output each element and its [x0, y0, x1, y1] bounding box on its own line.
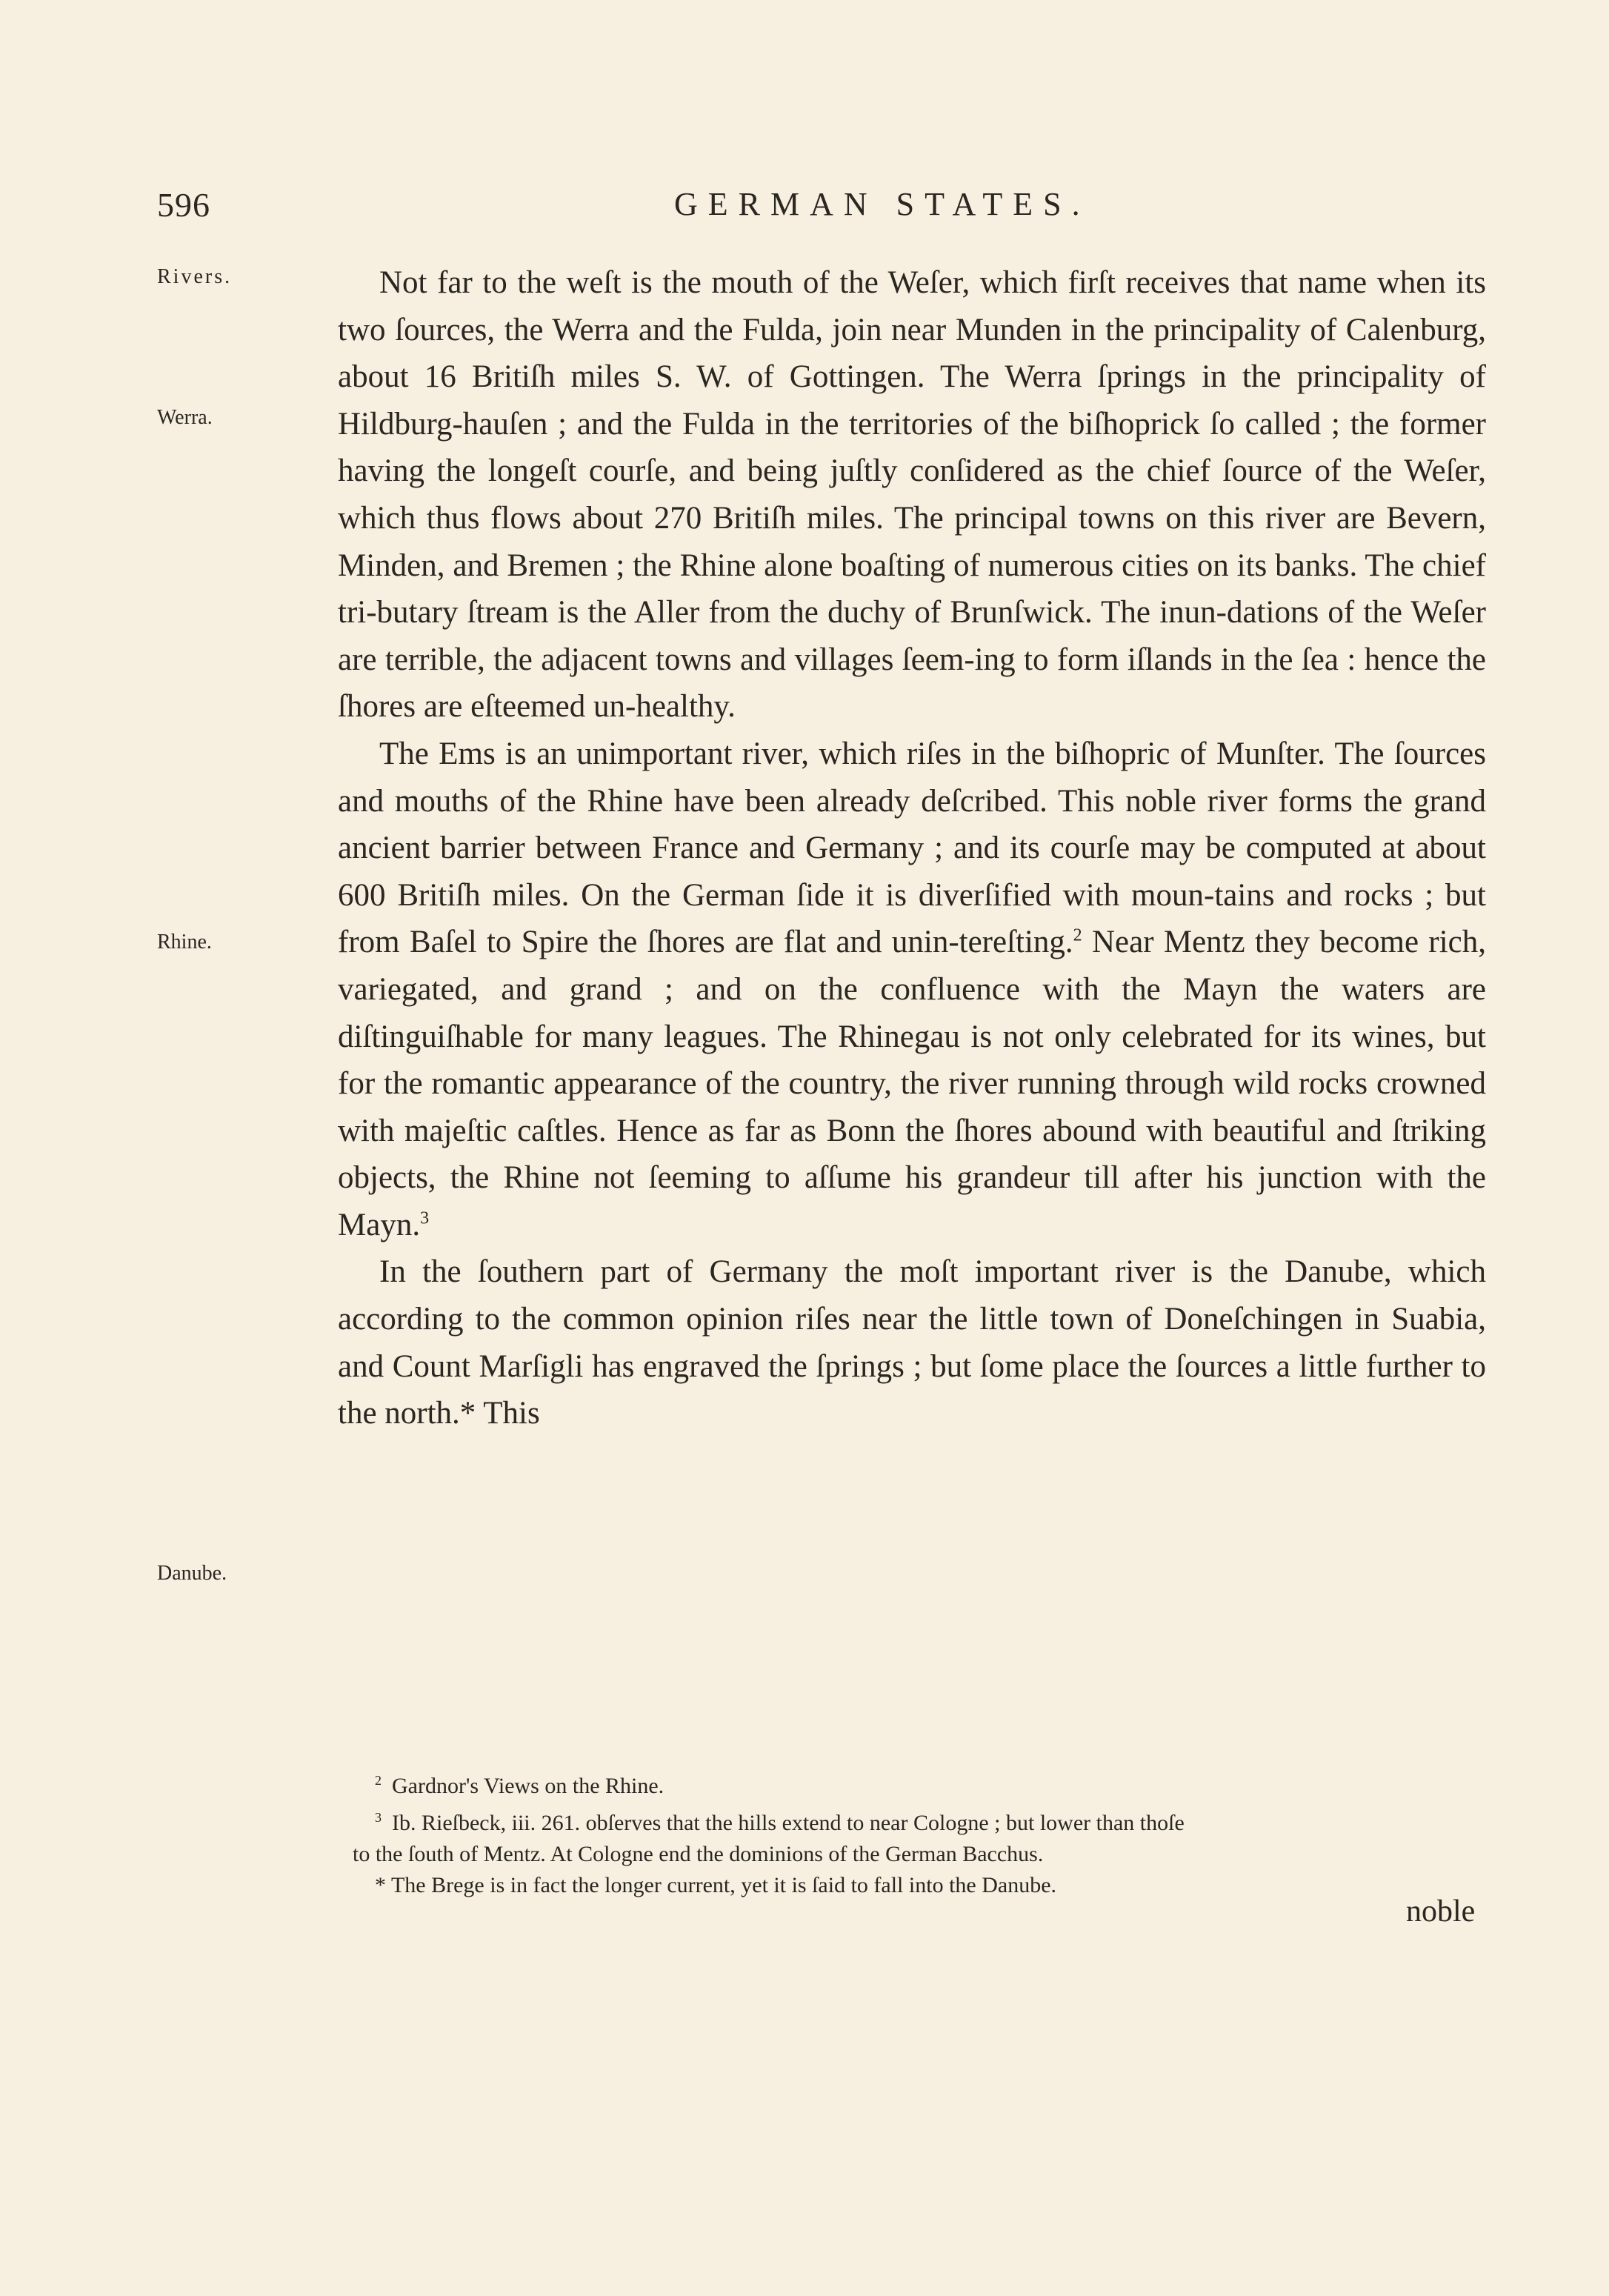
margin-note-rivers: Rivers.	[157, 265, 233, 288]
footnote-ref-3: 3	[420, 1208, 430, 1228]
paragraph-danube: In the ſouthern part of Germany the moſt important river is the Danube, which according to the common opinion riſes near the little town of Doneſchingen in Suabia, and Count Marſigli has engraved the ſprings ; but ſome place the ſources a little further to the north.* This	[338, 1254, 1486, 1431]
footnote-2	[353, 1765, 1493, 1802]
footnote-mark-3: 3	[375, 1810, 382, 1825]
footnote-star: * The Brege is in fact the longer current, yet it is ſaid to fall into the Danube.	[375, 1873, 1057, 1897]
footnote-3	[353, 1802, 1493, 1839]
footnote-3-text: Ib. Rieſbeck, iii. 261. obſerves that the hills extend to near Cologne ; but lower than thoſe	[392, 1811, 1185, 1835]
footnote-3-continued: to the ſouth of Mentz. At Cologne end the dominions of the German Bacchus.	[353, 1842, 1044, 1866]
footnotes	[353, 1765, 1493, 1901]
margin-note-werra: Werra.	[157, 406, 213, 429]
footnote-ref-2: 2	[1073, 925, 1082, 945]
margin-note-danube: Danube.	[157, 1562, 227, 1585]
page-number: 596	[157, 186, 210, 224]
footnote-2-text: Gardnor's Views on the Rhine.	[392, 1774, 664, 1798]
paragraph-weser: Not far to the weſt is the mouth of the Weſer, which firſt receives that name when its two ſources, the Werra and the Fulda, join near Munden in the principality of Calenburg, about 16 Britiſh miles S. W. of Gottingen. The Werra ſprings in the principality of Hildburg-hauſen ; and the Fulda in the territories of the biſhoprick ſo called ; the former having the longeſt courſe, and being juſtly conſidered as the chief ſource of the Weſer, which thus flows about 270 Britiſh miles. The principal towns on this river are Bevern, Minden, and Bremen ; the Rhine alone boaſting of numerous cities on its banks. The chief tri-butary ſtream is the Aller from the duchy of Brunſwick. The inun-dations of the Weſer are terrible, the adjacent towns and villages ſeem-ing to form iſlands in the ſea : hence the ſhores are eſteemed un-healthy.	[338, 265, 1486, 725]
margin-note-rhine: Rhine.	[157, 931, 212, 954]
catchword: noble	[1406, 1894, 1476, 1929]
paragraph-rhine-part-2: Near Mentz they become rich, variegated, and grand ; and on the confluence with the Mayn the waters are diſtinguiſhable for many leagues. The Rhinegau is not only celebrated for its wines, but for the romantic appearance of the country, the river running through wild rocks crowned with majeſtic caſtles. Hence as far as Bonn the ſhores abound with beautiful and ſtriking objects, the Rhine not ſeeming to aſſume his grandeur till after his junction with the Mayn.	[338, 925, 1486, 1242]
footnote-mark-2: 2	[375, 1773, 382, 1788]
running-head: GERMAN STATES.	[674, 186, 1090, 222]
paragraph-ems-rhine	[338, 731, 1486, 1249]
paragraph-rhine-part-1: The Ems is an unimportant river, which riſes in the biſhopric of Munſter. The ſources and mouths of the Rhine have been already deſcribed. This noble river forms the grand ancient barrier between France and Germany ; and its courſe may be computed at about 600 Britiſh miles. On the German ſide it is diverſified with moun-tains and rocks ; but from Baſel to Spire the ſhores are flat and unin-tereſting.	[338, 736, 1486, 960]
body-text	[338, 259, 1486, 1437]
